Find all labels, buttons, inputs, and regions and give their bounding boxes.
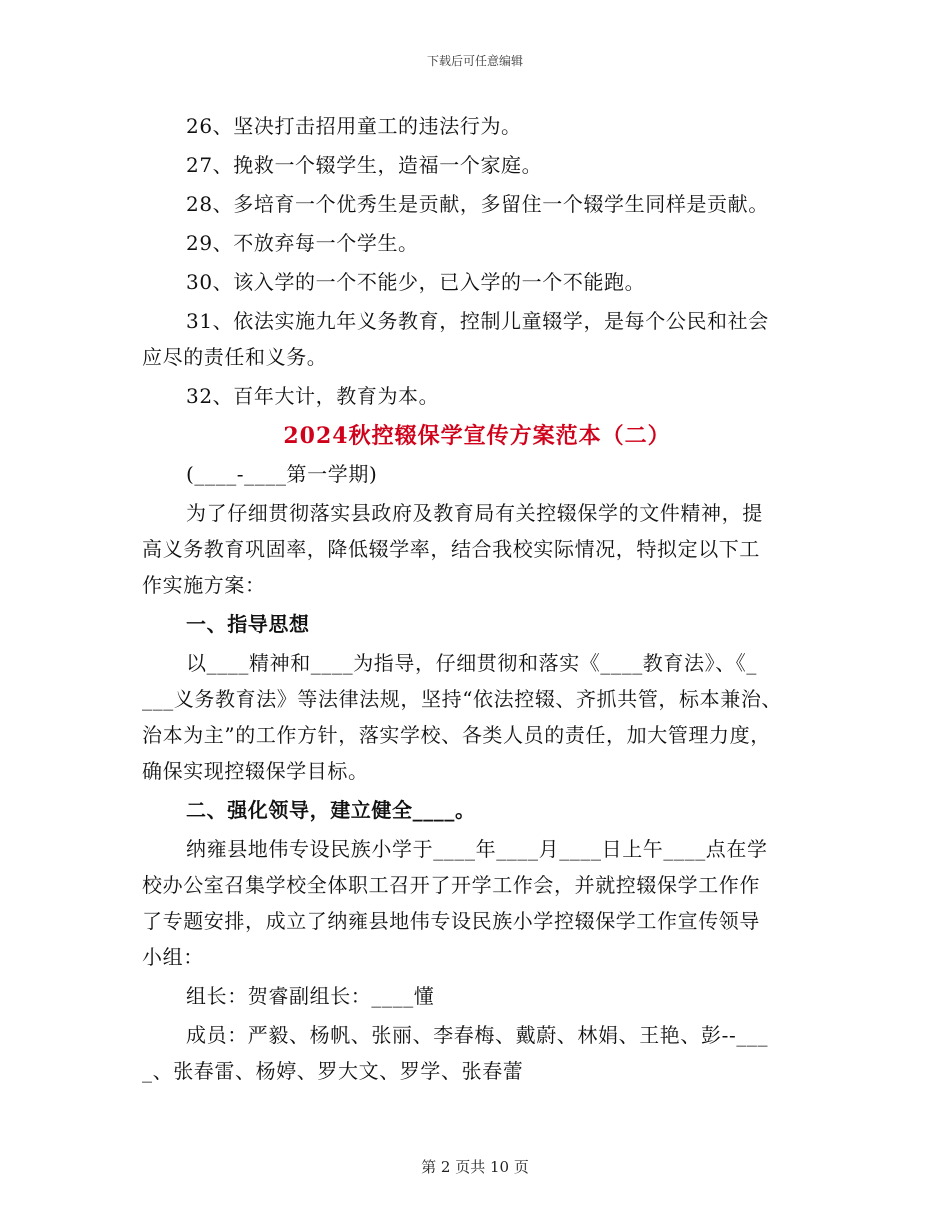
section1-line-4: 确保实现控辍保学目标。	[142, 759, 369, 783]
section2-line-3: 了专题安排，成立了纳雍县地伟专设民族小学控辍保学工作宣传领导	[142, 909, 760, 933]
intro-line-1: 为了仔细贯彻落实县政府及教育局有关控辍保学的文件精神，提	[186, 501, 763, 525]
section2-heading: 二、强化领导，建立健全____。	[186, 798, 476, 822]
section1-line-1: 以____精神和____为指导，仔细贯彻和落实《____教育法》、《_	[186, 651, 757, 675]
section2-line-4: 小组：	[142, 945, 204, 969]
intro-line-2: 高义务教育巩固率，降低辍学率，结合我校实际情况，特拟定以下工	[142, 537, 760, 561]
members-line-1: 成员：严毅、杨帆、张丽、李春梅、戴蔚、林娟、王艳、彭--___	[186, 1023, 769, 1047]
document-title: 2024秋控辍保学宣传方案范本（二）	[283, 423, 671, 449]
section2-line-1: 纳雍县地伟专设民族小学于____年____月____日上午____点在学	[186, 837, 768, 861]
list-item-31-cont: 应尽的责任和义务。	[142, 345, 328, 369]
page-footer: 第 2 页共 10 页	[421, 1158, 529, 1176]
leaders-line: 组长：贺睿副组长：____懂	[186, 984, 435, 1008]
term-line: (____-____第一学期)	[186, 462, 378, 486]
document-body	[142, 108, 812, 1089]
list-item-30: 30、该入学的一个不能少，已入学的一个不能跑。	[186, 270, 646, 294]
intro-line-3: 作实施方案：	[142, 573, 266, 597]
list-item-32: 32、百年大计，教育为本。	[186, 384, 440, 408]
list-item-27: 27、挽救一个辍学生，造福一个家庭。	[186, 153, 543, 177]
list-item-31: 31、依法实施九年义务教育，控制儿童辍学，是每个公民和社会	[186, 309, 769, 333]
section1-line-2: ___义务教育法》等法律法规，坚持“依法控辍、齐抓共管，标本兼治、	[142, 687, 783, 711]
section1-heading: 一、指导思想	[186, 612, 310, 636]
members-line-2: _、张春雷、杨婷、罗大文、罗学、张春蕾	[142, 1059, 524, 1083]
section2-line-2: 校办公室召集学校全体职工召开了开学工作会，并就控辍保学工作作	[142, 873, 760, 897]
list-item-26: 26、坚决打击招用童工的违法行为。	[186, 114, 522, 138]
list-item-29: 29、不放弃每一个学生。	[186, 231, 419, 255]
list-item-28: 28、多培育一个优秀生是贡献，多留住一个辍学生同样是贡献。	[186, 192, 769, 216]
section1-line-3: 治本为主”的工作方针，落实学校、各类人员的责任，加大管理力度，	[142, 723, 771, 747]
page-header: 下载后可任意编辑	[426, 54, 523, 68]
